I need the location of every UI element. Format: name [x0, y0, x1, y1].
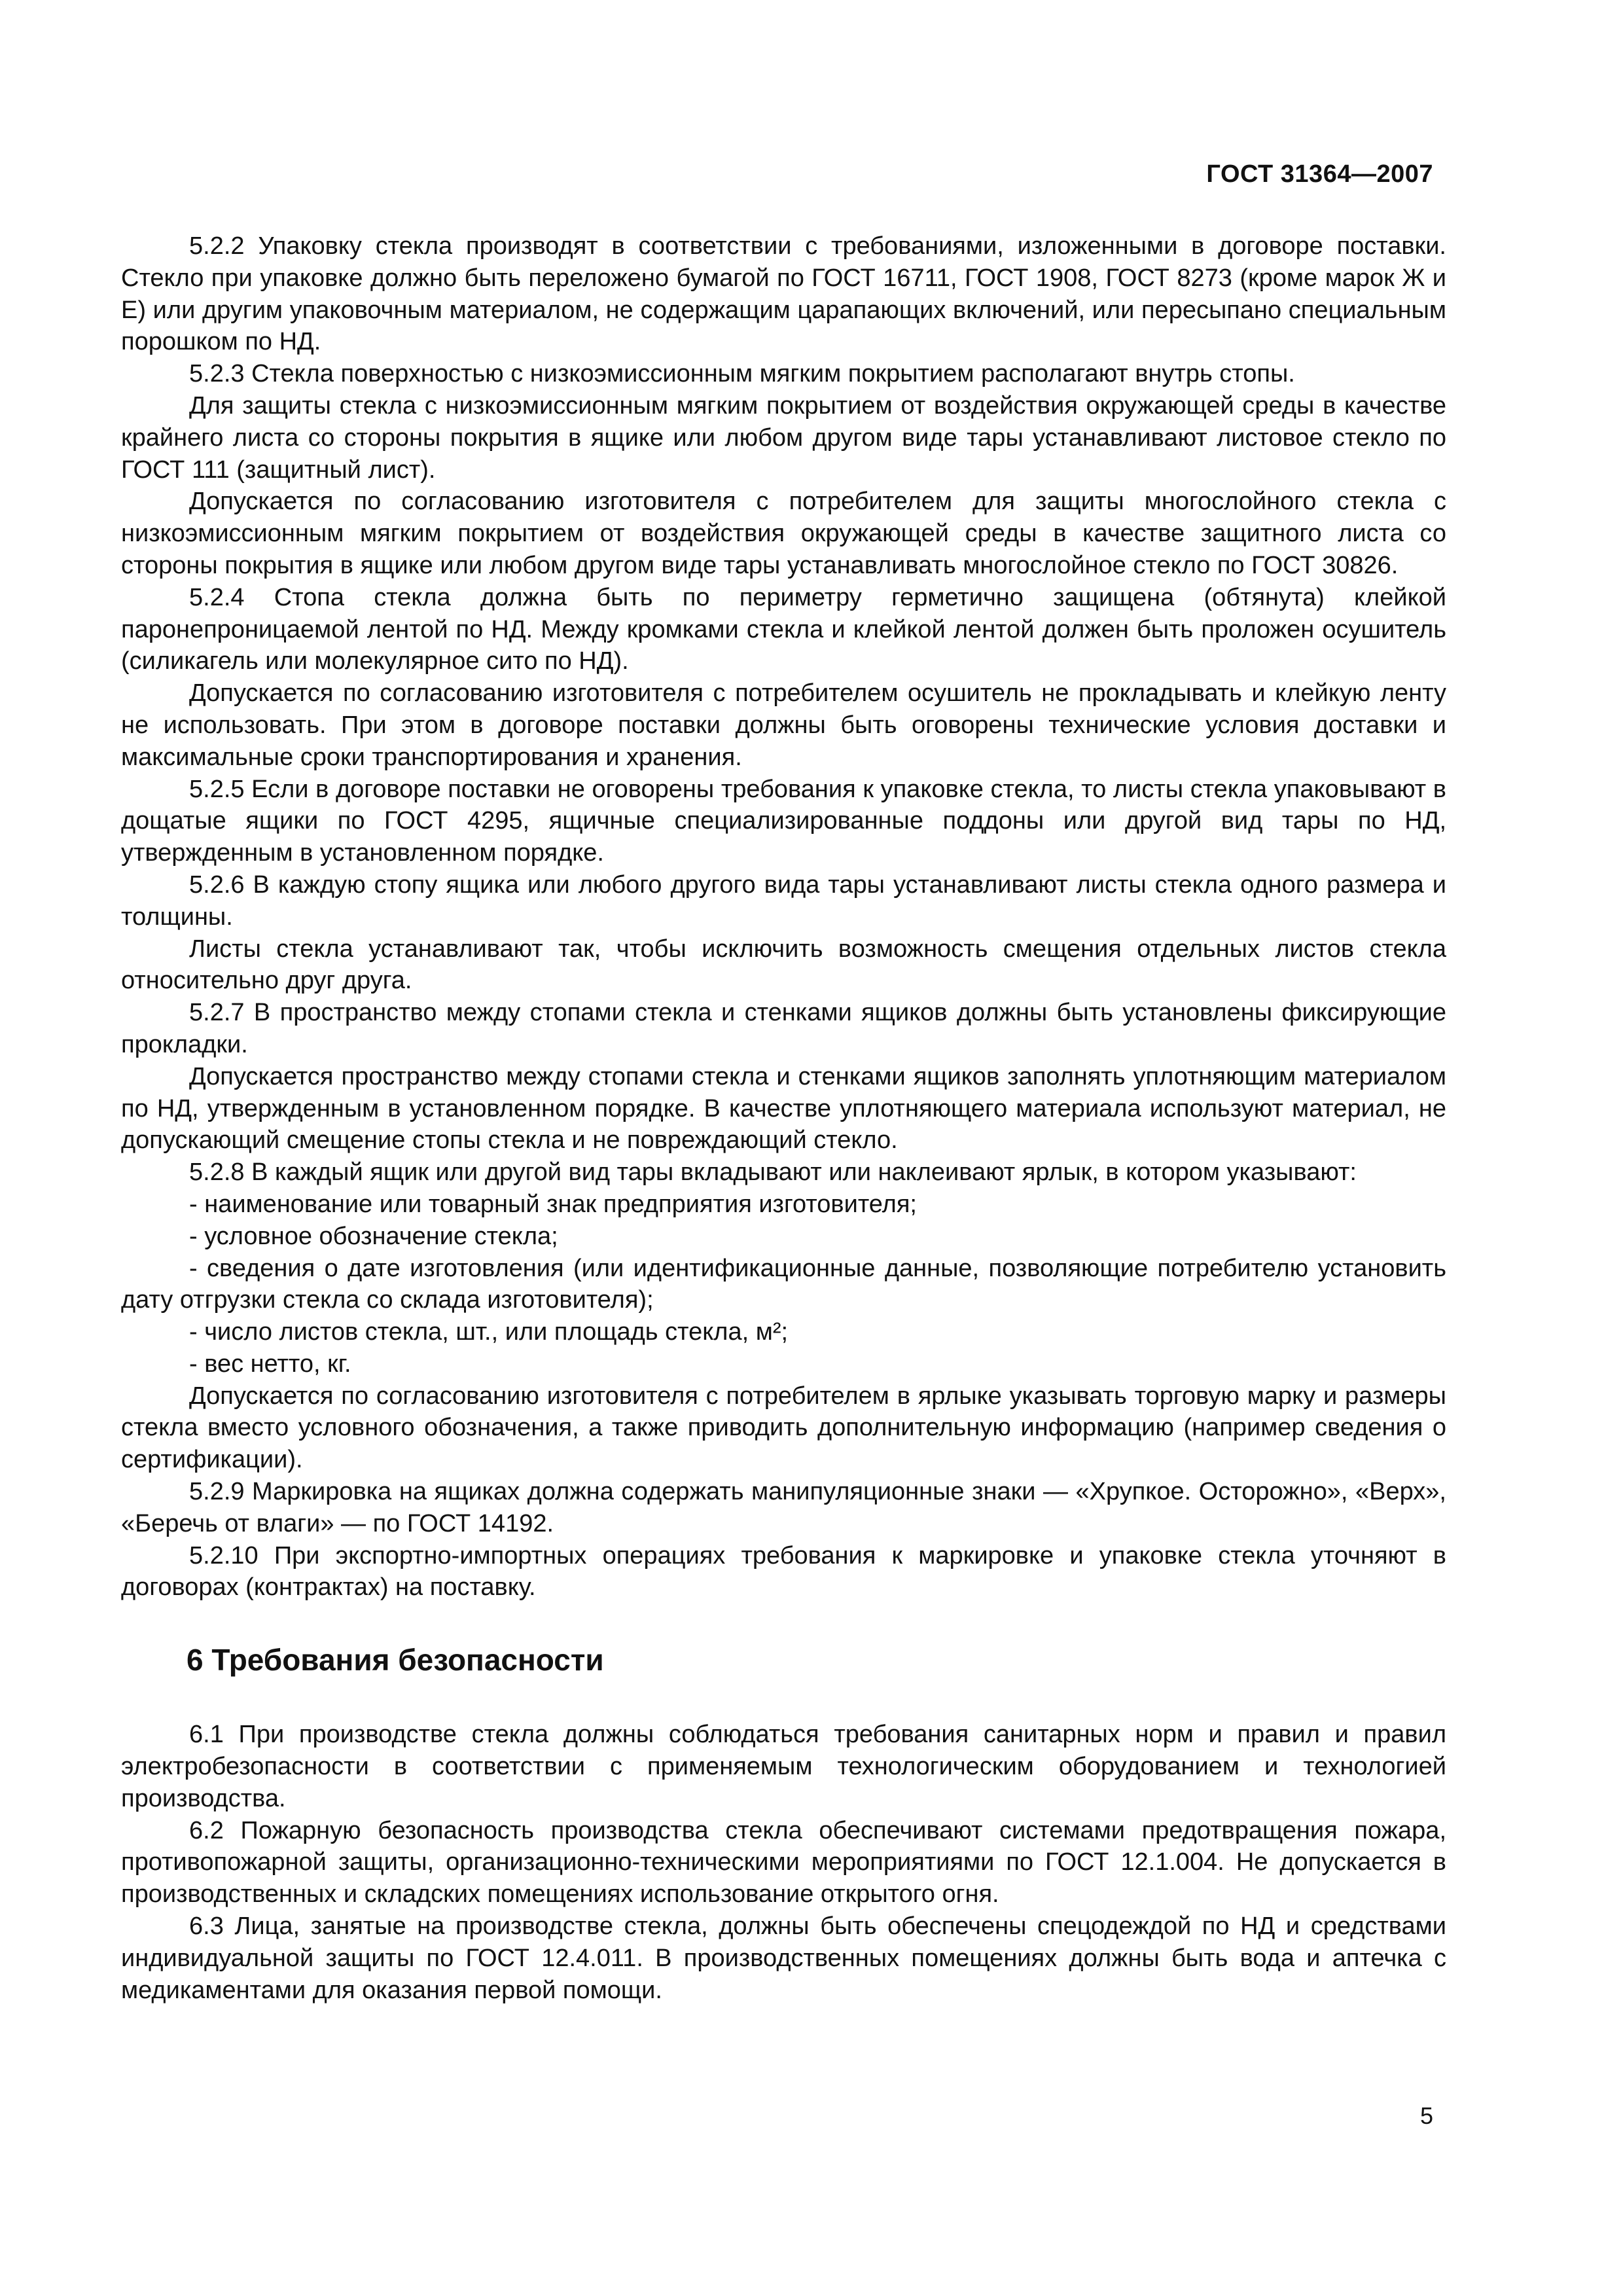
list-item: - число листов стекла, шт., или площадь стекла, м²;: [189, 1318, 789, 1346]
list-item: - условное обозначение стекла;: [189, 1222, 558, 1250]
paragraph-5-2-4: 5.2.4 Стопа стекла должна быть по периметру герметично защищена (обтянута) клейкой паронепроницаемой лентой по НД. Между кромками стекла и клейкой лентой должен быть проложен осушитель (силикагель или молекулярное сито по НД).: [121, 583, 1446, 675]
paragraph-5-2-8: 5.2.8 В каждый ящик или другой вид тары вкладывают или наклеивают ярлык, в котором указывают:: [189, 1158, 1357, 1187]
paragraph-5-2-5: 5.2.5 Если в договоре поставки не оговорены требования к упаковке стекла, то листы стекла упаковывают в дощатые ящики по ГОСТ 4295, ящичные специализированные поддоны или другой вид тары по НД, утвержденным в установленном порядке.: [121, 775, 1446, 867]
paragraph-5-2-2: 5.2.2 Упаковку стекла производят в соответствии с требованиями, изложенными в договоре поставки. Стекло при упаковке должно быть переложено бумагой по ГОСТ 16711, ГОСТ 1908, ГОСТ 8273 (кроме марок Ж и Е) или другим упаковочным материалом, не содержащим царапающих включений, или пересыпано специальным порошком по НД.: [121, 232, 1446, 356]
paragraph: Допускается по согласованию изготовителя с потребителем для защиты многослойного стекла с низкоэмиссионным мягким покрытием от воздействия окружающей среды в качестве защитного листа со стороны покрытия в ящике или любом другом виде тары устанавливать многослойное стекло по ГОСТ 30826.: [121, 488, 1446, 579]
section-heading: 6 Требования безопасности: [187, 1643, 604, 1677]
paragraph: Допускается пространство между стопами стекла и стенками ящиков заполнять уплотняющим материалом по НД, утвержденным в установленном порядке. В качестве уплотняющего материала используют материал, не допускающий смещение стопы стекла и не повреждающий стекло.: [121, 1062, 1446, 1155]
body-text: [121, 230, 1446, 2006]
paragraph-5-2-7: 5.2.7 В пространство между стопами стекла и стенками ящиков должны быть установлены фиксирующие прокладки.: [121, 999, 1446, 1058]
paragraph-5-2-3: 5.2.3 Стекла поверхностью с низкоэмиссионным мягким покрытием располагают внутрь стопы.: [189, 360, 1295, 388]
paragraph: Листы стекла устанавливают так, чтобы исключить возможность смещения отдельных листов стекла относительно друг друга.: [121, 935, 1446, 995]
page-number: 5: [1419, 2102, 1433, 2129]
paragraph: Для защиты стекла с низкоэмиссионным мягким покрытием от воздействия окружающей среды в качестве крайнего листа со стороны покрытия в ящике или любом другом виде тары устанавливают листовое стекло по ГОСТ 111 (защитный лист).: [121, 391, 1446, 484]
paragraph: Допускается по согласованию изготовителя с потребителем в ярлыке указывать торговую марку и размеры стекла вместо условного обозначения, а также приводить дополнительную информацию (например сведения о сертификации).: [121, 1382, 1446, 1474]
list-item: - вес нетто, кг.: [189, 1350, 351, 1378]
paragraph-6-1: 6.1 При производстве стекла должны соблюдаться требования санитарных норм и правил и правил электробезопасности в соответствии с применяемым технологическим оборудованием и технологией производства.: [121, 1721, 1446, 1812]
paragraph-5-2-6: 5.2.6 В каждую стопу ящика или любого другого вида тары устанавливают листы стекла одного размера и толщины.: [121, 870, 1446, 931]
paragraph: Допускается по согласованию изготовителя с потребителем осушитель не прокладывать и клейкую ленту не использовать. При этом в договоре поставки должны быть оговорены технические условия доставки и максимальные сроки транспортирования и хранения.: [121, 679, 1446, 771]
document-header: ГОСТ 31364—2007: [1206, 160, 1433, 188]
paragraph-6-3: 6.3 Лица, занятые на производстве стекла, должны быть обеспечены спецодеждой по НД и средствами индивидуальной защиты по ГОСТ 12.4.011. В производственных помещениях должны быть вода и аптечка с медикаментами для оказания первой помощи.: [121, 1912, 1446, 2004]
list-item: - сведения о дате изготовления (или идентификационные данные, позволяющие потребителю установить дату отгрузки стекла со склада изготовителя);: [121, 1254, 1446, 1314]
paragraph-5-2-9: 5.2.9 Маркировка на ящиках должна содержать манипуляционные знаки — «Хрупкое. Осторожно», «Верх», «Беречь от влаги» — по ГОСТ 14192.: [121, 1478, 1446, 1537]
paragraph-6-2: 6.2 Пожарную безопасность производства стекла обеспечивают системами предотвращения пожара, противопожарной защиты, организационно-техническими мероприятиями по ГОСТ 12.1.004. Не допускается в производственных и складских помещениях использование открытого огня.: [121, 1816, 1446, 1909]
paragraph-5-2-10: 5.2.10 При экспортно-импортных операциях требования к маркировке и упаковке стекла уточняют в договорах (контрактах) на поставку.: [121, 1541, 1446, 1602]
list-item: - наименование или товарный знак предприятия изготовителя;: [189, 1190, 917, 1218]
